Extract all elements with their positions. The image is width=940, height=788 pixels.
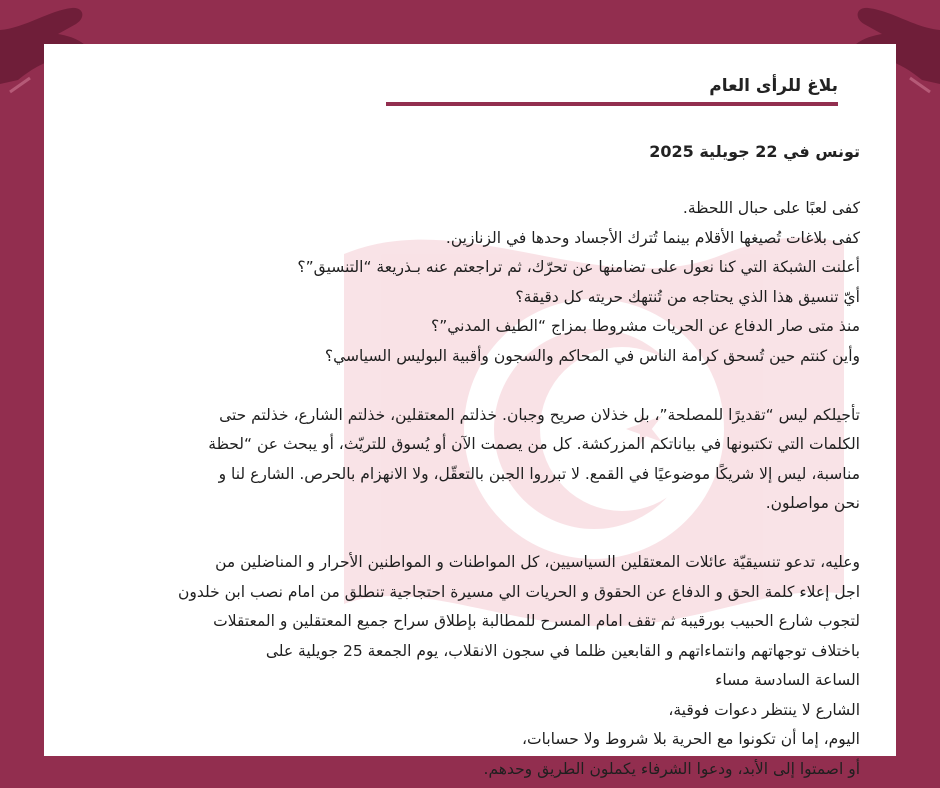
text-line: باختلاف توجهاتهم وانتماءاتهم و القابعين ظلما في سجون الانقلاب، يوم الجمعة 25 جويلية على bbox=[265, 641, 860, 660]
text-line: لتجوب شارع الحبيب بورقيبة ثم تقف امام المسرح للمطالبة بإطلاق سراح جميع المعتقلين و المعتقلات bbox=[213, 612, 860, 630]
paragraph bbox=[92, 401, 860, 519]
date-line: تونس في 22 جويلية 2025 bbox=[649, 142, 860, 161]
text-line: أو اصمتوا إلى الأبد، ودعوا الشرفاء يكملون الطريق وحدهم. bbox=[483, 759, 860, 778]
statement-body bbox=[92, 194, 860, 784]
text-line: اجل إعلاء كلمة الحق و الدفاع عن الحقوق و الحريات الي مسيرة احتجاجية تنطلق من امام نصب ابن خلدون bbox=[177, 582, 860, 601]
text-line: أيّ تنسيق هذا الذي يحتاجه من تُنتهك حريته كل دقيقة؟ bbox=[515, 287, 860, 306]
text-line: اليوم، إما أن تكونوا مع الحرية بلا شروط ولا حسابات، bbox=[522, 730, 860, 748]
text-line: منذ متى صار الدفاع عن الحريات مشروطا بمزاج “الطيف المدني”؟ bbox=[430, 317, 860, 335]
text-line: نحن مواصلون. bbox=[765, 494, 860, 512]
document-heading: بلاغ للرأى العام bbox=[709, 76, 838, 96]
text-line: وأين كنتم حين تُسحق كرامة الناس في المحاكم والسجون وأقبية البوليس السياسي؟ bbox=[324, 346, 860, 365]
text-line: تأجيلكم ليس “تقديرًا للمصلحة”، بل خذلان صريح وجبان. خذلتم المعتقلين، خذلتم الشارع، خذلتم حتى bbox=[219, 405, 860, 424]
text-line: الكلمات التي تكتبونها في بياناتكم المزركشة. كل من يصمت الآن أو يُسوق للتريّث، أو يبحث عن “لحظة bbox=[208, 435, 860, 453]
text-line: كفى لعبًا على حبال اللحظة. bbox=[682, 199, 860, 217]
text-line: مناسبة، ليس إلا شريكًا موضوعيًا في القمع. لا تبرروا الجبن بالتعقّل، ولا الانهزام بالحرص. الشارع لنا و bbox=[218, 464, 860, 483]
paragraph bbox=[92, 194, 860, 371]
statement-card bbox=[44, 44, 896, 778]
text-line: كفى بلاغات تُصيغها الأقلام بينما تُترك الأجساد وحدها في الزنازين. bbox=[445, 228, 860, 247]
paragraph bbox=[92, 548, 860, 784]
text-line: الشارع لا ينتظر دعوات فوقية، bbox=[668, 700, 860, 719]
heading-underline bbox=[386, 102, 838, 106]
text-line: الساعة السادسة مساء bbox=[715, 671, 860, 689]
text-line: وعليه، تدعو تنسيقيّة عائلات المعتقلين السياسيين، كل المواطنات و المواطنين الأحرار و المناضلين من bbox=[215, 553, 860, 571]
text-line: أعلنت الشبكة التي كنا نعول على تضامنها عن تحرّك، ثم تراجعتم عنه بـذريعة “التنسيق”؟ bbox=[297, 258, 860, 276]
